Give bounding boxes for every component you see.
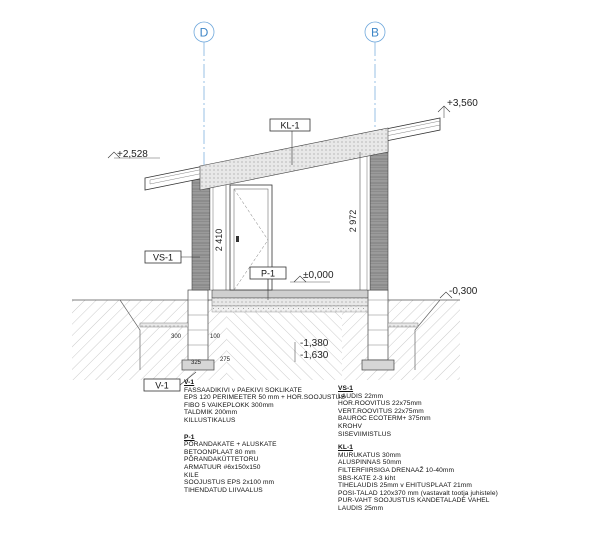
grid-label-d: D [199, 25, 209, 40]
dimension-wall-height [348, 152, 360, 290]
note-p1-title: P-1 [184, 433, 195, 441]
notes-left [184, 379, 345, 494]
footing-b-text: 100 [210, 334, 221, 340]
tag-v1-text: V-1 [155, 380, 169, 391]
level-left-text: +2,528 [117, 149, 148, 160]
note-p1-line: SOOJUSTUS EPS 2x100 mm [184, 479, 275, 487]
tag-vs1-text: VS-1 [152, 252, 174, 263]
note-kl1-title: KL-1 [338, 444, 354, 452]
note-vs1-line: HOR.ROOVITUS 22x75mm [338, 400, 422, 408]
note-v1-line: TALDMIK 200mm [184, 409, 238, 417]
level-floor [290, 270, 334, 282]
note-kl1-line: POSI-TALAD 120x370 mm (vastavalt tootja juhistele) [338, 489, 498, 497]
note-kl1-line: MURUKATUS 30mm [338, 451, 401, 459]
note-kl1-line: SBS-KATE 2-3 kiht [338, 474, 396, 482]
note-p1-line: ARMATUUR #6x150x150 [184, 463, 261, 471]
note-vs1-line: VERT.ROOVITUS 22x75mm [338, 407, 424, 415]
tag-p1-text: P-1 [260, 268, 276, 279]
note-kl1-line: ALUSPINNAS 50mm [338, 459, 402, 467]
note-v1-line: EPS 120 PERIMEETER 50 mm + HOR.SOOJUSTUS [184, 394, 346, 402]
level-depth2-text: -1,630 [300, 350, 329, 361]
note-v1-line: KILLUSTIKALUS [184, 416, 236, 424]
dimension-door-height [214, 185, 226, 290]
wall-right [367, 140, 388, 290]
grid-axis-d [194, 22, 214, 170]
note-vs1-line: BAUROC ECOTERM+ 375mm [338, 415, 431, 423]
level-depth1-text: -1,380 [300, 338, 329, 349]
note-p1-line: PÕRANDAKÜTTETORU [184, 456, 259, 464]
grid-axis-b [365, 22, 385, 140]
level-depth [295, 338, 329, 362]
dim-door-height-text: 2 410 [214, 228, 224, 252]
note-vs1-line: KROHV [338, 422, 362, 430]
footing-a-text: 300 [170, 334, 181, 340]
level-ground [440, 286, 478, 298]
grid-label-b: B [370, 25, 380, 40]
footing-c-text: 325 [190, 360, 202, 366]
level-top [438, 98, 478, 118]
note-kl1-line: LAUDIS 25mm [338, 504, 384, 512]
level-ground-text: -0,300 [449, 286, 478, 297]
note-v1-line: FASSAADIKIVI v PAEKIVI SOKLIKATE [184, 386, 303, 394]
note-p1-line: PÕRANDAKATE + ALUSKATE [184, 441, 277, 449]
level-floor-text: ±0,000 [303, 270, 334, 281]
note-vs1-line: SISEVIIMISTLUS [338, 430, 392, 438]
floor-slab [212, 290, 370, 312]
note-v1-title: V-1 [184, 379, 195, 386]
note-p1-line: KILE [184, 471, 199, 479]
dim-wall-height-text: 2 972 [348, 209, 358, 233]
note-v1-line: FIBO 5 VAIKEPLOKK 300mm [184, 401, 274, 409]
footing-d-text: 275 [220, 357, 231, 363]
note-kl1-line: PUR-VAHT SOOJUSTUS KANDETALADE VAHEL [338, 497, 490, 505]
note-vs1-line: LAUDIS 22mm [338, 392, 384, 400]
note-p1-line: BETOONPLAAT 80 mm [184, 448, 256, 456]
note-kl1-line: TIHELAUDIS 25mm v EHITUSPLAAT 21mm [338, 482, 472, 490]
note-kl1-line: FILTERFIIRSIGA DRENAAŽ 10-40mm [338, 466, 455, 474]
note-vs1-title: VS-1 [338, 385, 354, 392]
notes-right [338, 385, 498, 513]
level-top-text: +3,560 [447, 98, 478, 109]
tag-kl1-text: KL-1 [280, 120, 300, 131]
note-p1-line: TIHENDATUD LIIVAALUS [184, 486, 263, 494]
level-left [108, 149, 160, 160]
